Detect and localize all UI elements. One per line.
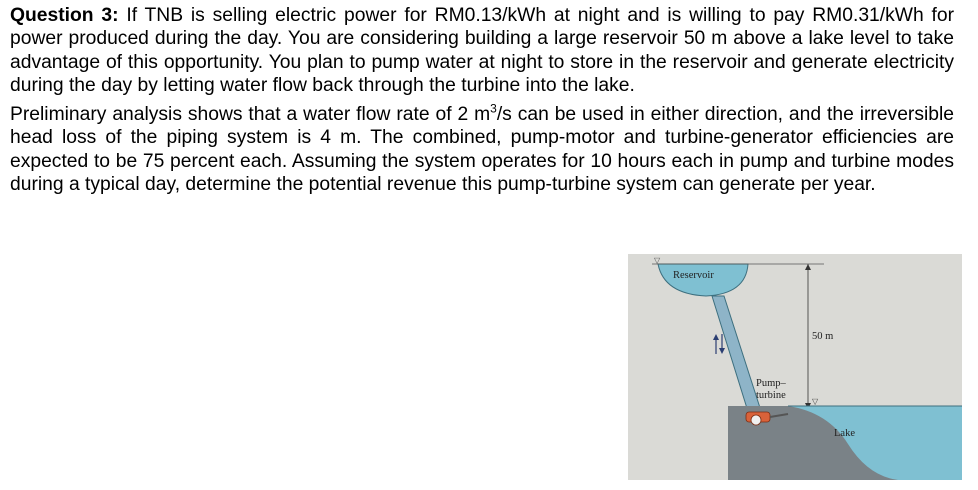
question-text — [10, 4, 954, 196]
reservoir-label: Reservoir — [673, 270, 714, 281]
question-paragraph-2 — [10, 103, 954, 196]
lake-level-marker: ▽ — [812, 397, 819, 406]
lake-label: Lake — [834, 428, 855, 439]
reservoir-level-marker: ▽ — [654, 256, 661, 265]
height-label: 50 m — [812, 331, 834, 342]
figure-svg — [628, 254, 962, 480]
question-body-2a: Preliminary analysis shows that a water flow rate of 2 m — [10, 104, 491, 126]
question-body-1: If TNB is selling electric power for RM0.13/kWh at night and is willing to pay RM0.31/kWh for power produced during the day. You are considering building a large reservoir 50 m above a lake level to take advantage of this opportunity. You plan to pump water at night to store in the reservoir and generate electricity during the day by letting water flow back through the turbine into the lake. — [10, 5, 955, 96]
pumped-storage-figure — [628, 254, 962, 480]
cubic-superscript: 3 — [490, 101, 497, 116]
question-paragraph-1 — [10, 4, 954, 97]
question-heading: Question 3: — [10, 5, 119, 26]
pump-turbine-label-line2: turbine — [756, 390, 786, 401]
pump-turbine-label-line1: Pump– — [756, 378, 786, 389]
question-body-2b: /s can be used in either direction, and the irreversible head loss of the piping system is 4 m. The combined, pump-motor and turbine-generator efficiencies are expected to be 75 percent each. Assuming the system operates for 10 hours each in pump and turbine modes during a typical day, determine the potential revenue this pump-turbine system can generate per year. — [10, 104, 954, 196]
